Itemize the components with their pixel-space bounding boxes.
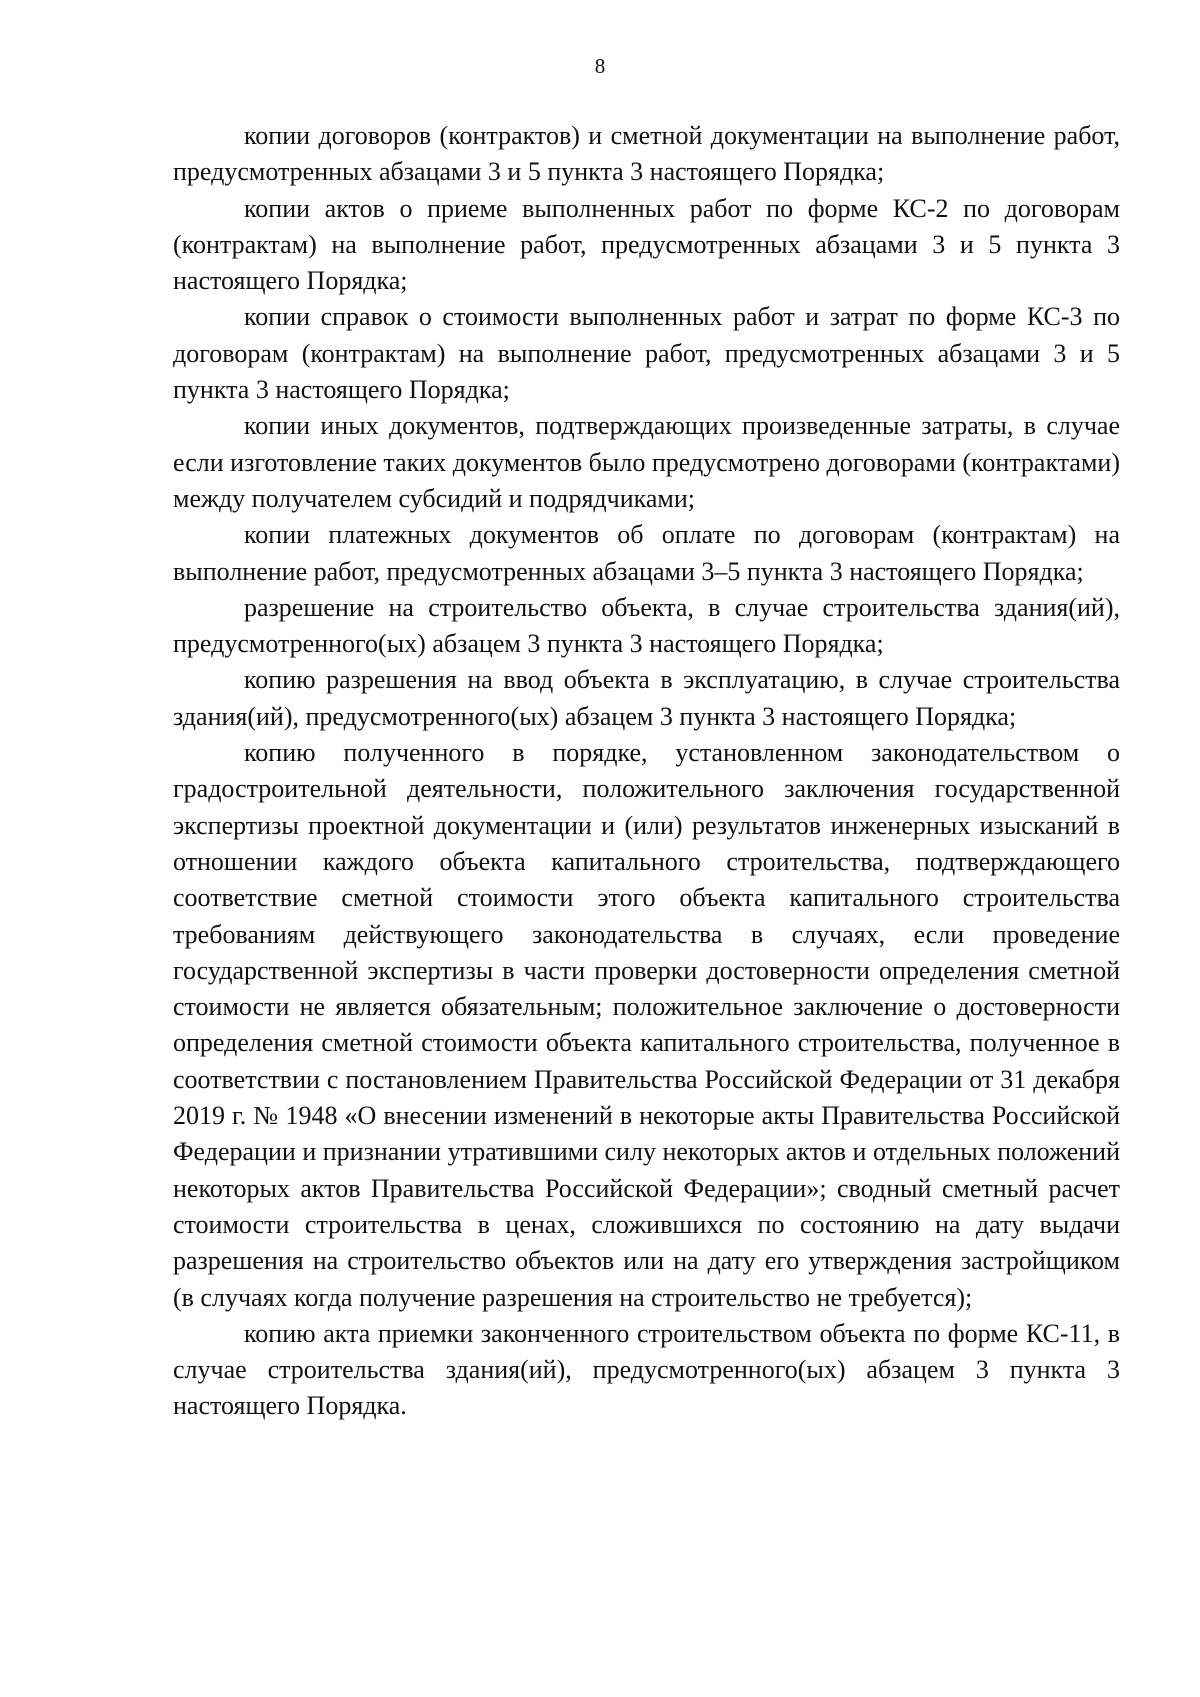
paragraph-contracts-copies: копии договоров (контрактов) и сметной документации на выполнение работ, предусмотренных абзацами 3 и 5 пункта 3 настоящего Порядка;	[173, 121, 1120, 187]
paragraph-state-expertise: копию полученного в порядке, установленном законодательством о градостроительной деятельности, положительного заключения государственной экспертизы проектной документации и (или) результатов инженерных изысканий в отношении каждого объекта капитального строительства, подтверждающего соответствие сметной стоимости этого объекта капитального строительства требованиям действующего законодательства в случаях, если проведение государственной экспертизы в части проверки достоверности определения сметной стоимости не является обязательным; положительное заключение о достоверности определения сметной стоимости объекта капитального строительства, полученное в соответствии с постановлением Правительства Российской Федерации от 31 декабря 2019 г. № 1948 «О внесении изменений в некоторые акты Правительства Российской Федерации и признании утратившими силу некоторых актов и отдельных положений некоторых актов Правительства Российской Федерации»; сводный сметный расчет стоимости строительства в ценах, сложившихся по состоянию на дату выдачи разрешения на строительство объектов или на дату его утверждения застройщиком (в случаях когда получение разрешения на строительство не требуется);	[173, 738, 1120, 1312]
paragraph-ks2-acts: копии актов о приеме выполненных работ по форме КС-2 по договорам (контрактам) на выполнение работ, предусмотренных абзацами 3 и 5 пункта 3 настоящего Порядка;	[173, 193, 1120, 296]
page-number: 8	[594, 54, 606, 78]
paragraph-commissioning-permit: копию разрешения на ввод объекта в эксплуатацию, в случае строительства здания(ий), предусмотренного(ых) абзацем 3 пункта 3 настоящего Порядка;	[173, 665, 1120, 731]
paragraph-ks11-act: копию акта приемки законченного строительством объекта по форме КС-11, в случае строительства здания(ий), предусмотренного(ых) абзацем 3 пункта 3 настоящего Порядка.	[173, 1318, 1120, 1421]
page-body	[173, 118, 1120, 1425]
paragraph-payment-documents: копии платежных документов об оплате по договорам (контрактам) на выполнение работ, предусмотренных абзацами 3–5 пункта 3 настоящего Порядка;	[173, 520, 1120, 586]
paragraph-ks3-certificates: копии справок о стоимости выполненных работ и затрат по форме КС-3 по договорам (контрактам) на выполнение работ, предусмотренных абзацами 3 и 5 пункта 3 настоящего Порядка;	[173, 302, 1120, 405]
paragraph-other-documents: копии иных документов, подтверждающих произведенные затраты, в случае если изготовление таких документов было предусмотрено договорами (контрактами) между получателем субсидий и подрядчиками;	[173, 411, 1120, 513]
paragraph-construction-permit: разрешение на строительство объекта, в случае строительства здания(ий), предусмотренного(ых) абзацем 3 пункта 3 настоящего Порядка;	[173, 592, 1120, 659]
